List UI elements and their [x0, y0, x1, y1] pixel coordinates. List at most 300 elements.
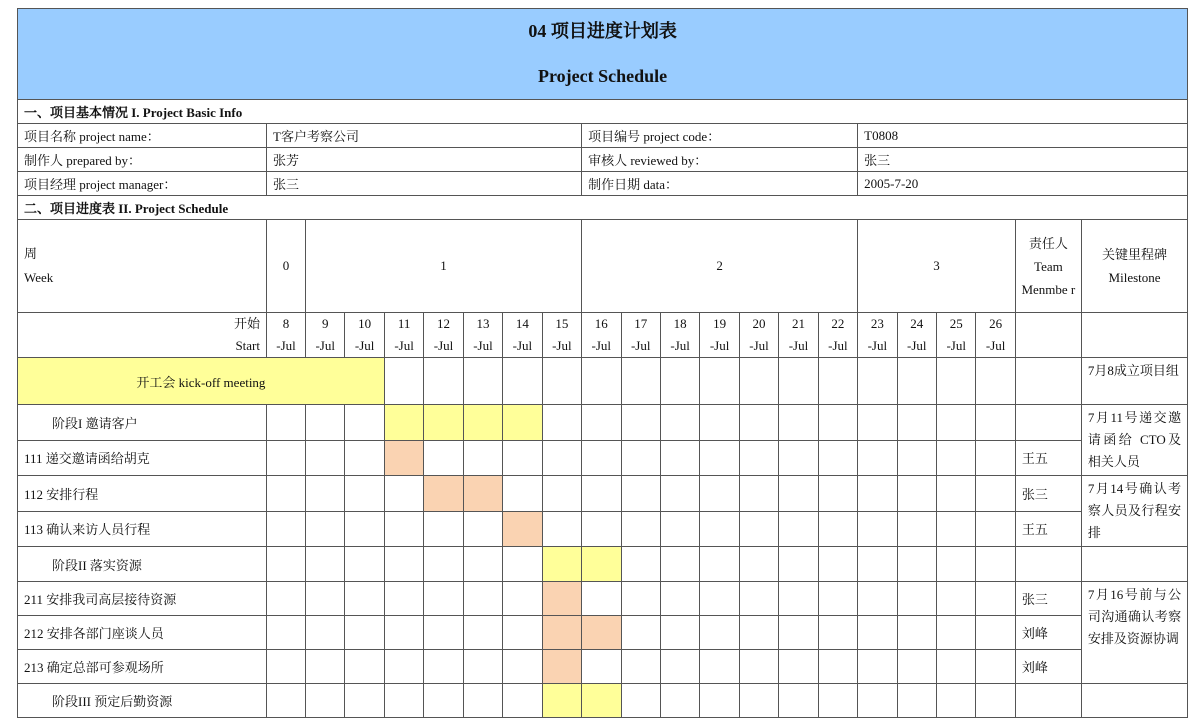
gantt-cell [818, 684, 857, 718]
gantt-cell [700, 358, 739, 405]
info-label: 项目名称 project name： [18, 124, 267, 148]
milestone: 7月16号前与公司沟通确认考察安排及资源协调 [1081, 582, 1187, 684]
day-number: 18 [673, 316, 687, 331]
date-cell [306, 313, 345, 358]
gantt-cell [779, 511, 818, 547]
date-row-ms-blank [1081, 313, 1187, 358]
month-suffix: -Jul [946, 338, 966, 353]
gantt-bar-cell [384, 440, 423, 476]
day-number: 25 [949, 316, 963, 331]
gantt-cell [976, 511, 1015, 547]
milestone [1081, 684, 1187, 718]
title-cn: 04 项目进度计划表 [528, 21, 677, 41]
gantt-cell [267, 476, 306, 512]
gantt-cell [739, 511, 778, 547]
gantt-cell [621, 684, 660, 718]
day-number: 17 [634, 316, 648, 331]
gantt-cell [976, 547, 1015, 582]
team-member: 王五 [1015, 511, 1081, 547]
gantt-cell [267, 440, 306, 476]
team-member [1015, 684, 1081, 718]
gantt-cell [503, 650, 542, 684]
month-suffix: -Jul [591, 338, 612, 353]
day-number: 20 [752, 316, 766, 331]
gantt-cell [306, 476, 345, 512]
info-value[interactable]: 张三 [267, 172, 582, 196]
gantt-cell [384, 511, 423, 547]
gantt-cell [976, 358, 1015, 405]
gantt-bar-cell [503, 405, 542, 441]
gantt-cell [267, 650, 306, 684]
section-schedule: 二、项目进度表 II. Project Schedule [18, 196, 1188, 220]
week-label [18, 220, 267, 313]
day-number: 21 [791, 316, 805, 331]
gantt-cell [345, 440, 384, 476]
month-suffix: -Jul [433, 338, 454, 353]
title-en: Project Schedule [538, 66, 668, 86]
gantt-cell [818, 511, 857, 547]
gantt-cell [621, 440, 660, 476]
gantt-cell [463, 511, 502, 547]
start-en: Start [235, 338, 260, 353]
gantt-cell [779, 405, 818, 441]
gantt-cell [621, 358, 660, 405]
gantt-cell [858, 547, 897, 582]
gantt-cell [463, 358, 502, 405]
task-row [18, 476, 1188, 512]
gantt-cell [897, 358, 936, 405]
start-label [18, 313, 267, 358]
gantt-bar-cell [424, 476, 463, 512]
month-suffix: -Jul [749, 338, 769, 353]
month-suffix: -Jul [788, 338, 809, 353]
gantt-cell [700, 582, 739, 616]
month-suffix: -Jul [512, 338, 533, 353]
gantt-cell [976, 440, 1015, 476]
date-cell [463, 313, 502, 358]
month-suffix: -Jul [354, 338, 375, 353]
info-row [18, 124, 1188, 148]
gantt-cell [384, 616, 423, 650]
gantt-cell [937, 511, 976, 547]
gantt-cell [424, 511, 463, 547]
month-suffix: -Jul [276, 338, 296, 353]
date-cell [779, 313, 818, 358]
gantt-cell [858, 405, 897, 441]
task-name[interactable]: 阶段III 预定后勤资源 [18, 684, 267, 718]
gantt-cell [503, 684, 542, 718]
gantt-cell [503, 358, 542, 405]
info-value[interactable]: 2005-7-20 [858, 172, 1188, 196]
task-name[interactable]: 开工会 kick-off meeting [18, 358, 385, 405]
info-value[interactable]: 张芳 [267, 148, 582, 172]
date-cell [937, 313, 976, 358]
gantt-cell [739, 405, 778, 441]
gantt-bar-cell [384, 405, 423, 441]
date-cell [503, 313, 542, 358]
info-label: 审核人 reviewed by： [582, 148, 858, 172]
month-suffix: -Jul [630, 338, 651, 353]
gantt-cell [739, 547, 778, 582]
gantt-cell [463, 582, 502, 616]
day-number: 9 [321, 316, 329, 331]
task-row [18, 511, 1188, 547]
gantt-cell [660, 582, 699, 616]
gantt-bar-cell [542, 616, 581, 650]
gantt-cell [700, 405, 739, 441]
team-member [1015, 405, 1081, 441]
gantt-cell [621, 616, 660, 650]
gantt-cell [818, 405, 857, 441]
gantt-cell [779, 684, 818, 718]
task-name[interactable]: 111 递交邀请函给胡克 [18, 440, 267, 476]
date-cell [424, 313, 463, 358]
date-cell [267, 313, 306, 358]
gantt-cell [542, 405, 581, 441]
gantt-cell [897, 476, 936, 512]
gantt-cell [976, 650, 1015, 684]
info-value[interactable]: T客户考察公司 [267, 124, 582, 148]
gantt-cell [897, 684, 936, 718]
task-name[interactable]: 113 确认来访人员行程 [18, 511, 267, 547]
gantt-cell [621, 650, 660, 684]
gantt-cell [779, 616, 818, 650]
milestone: 7月8成立项目组 [1081, 358, 1187, 405]
month-suffix: -Jul [709, 338, 730, 353]
month-suffix: -Jul [867, 338, 888, 353]
gantt-cell [424, 547, 463, 582]
gantt-cell [306, 582, 345, 616]
gantt-cell [384, 650, 423, 684]
info-row [18, 172, 1188, 196]
date-cell [621, 313, 660, 358]
gantt-bar-cell [463, 476, 502, 512]
schedule-sheet [17, 8, 1187, 718]
gantt-cell [424, 616, 463, 650]
gantt-cell [700, 476, 739, 512]
title-cell [18, 9, 1188, 100]
gantt-cell [582, 511, 621, 547]
gantt-cell [858, 358, 897, 405]
task-row [18, 684, 1188, 718]
gantt-cell [384, 358, 423, 405]
gantt-cell [267, 511, 306, 547]
gantt-cell [267, 684, 306, 718]
gantt-cell [858, 440, 897, 476]
gantt-cell [621, 511, 660, 547]
gantt-cell [858, 476, 897, 512]
gantt-cell [345, 476, 384, 512]
gantt-bar-cell [542, 547, 581, 582]
gantt-cell [976, 405, 1015, 441]
gantt-cell [660, 440, 699, 476]
gantt-cell [582, 440, 621, 476]
gantt-cell [463, 440, 502, 476]
gantt-cell [582, 650, 621, 684]
team-member: 刘峰 [1015, 650, 1081, 684]
gantt-cell [858, 616, 897, 650]
info-label: 项目经理 project manager： [18, 172, 267, 196]
gantt-cell [463, 684, 502, 718]
gantt-cell [897, 440, 936, 476]
gantt-cell [306, 511, 345, 547]
gantt-cell [503, 616, 542, 650]
gantt-cell [267, 547, 306, 582]
gantt-cell [503, 476, 542, 512]
gantt-bar-cell [582, 616, 621, 650]
task-row [18, 616, 1188, 650]
gantt-cell [897, 547, 936, 582]
gantt-cell [424, 440, 463, 476]
date-cell [818, 313, 857, 358]
gantt-cell [582, 582, 621, 616]
gantt-cell [937, 684, 976, 718]
gantt-cell [345, 616, 384, 650]
task-name[interactable]: 112 安排行程 [18, 476, 267, 512]
gantt-cell [779, 582, 818, 616]
gantt-cell [267, 582, 306, 616]
day-number: 19 [713, 316, 727, 331]
gantt-cell [345, 684, 384, 718]
gantt-cell [463, 616, 502, 650]
gantt-cell [345, 650, 384, 684]
gantt-cell [384, 684, 423, 718]
gantt-cell [818, 582, 857, 616]
task-row [18, 358, 1188, 405]
gantt-cell [267, 616, 306, 650]
month-suffix: -Jul [552, 338, 572, 353]
day-number: 16 [594, 316, 608, 331]
gantt-cell [424, 358, 463, 405]
month-suffix: -Jul [828, 338, 848, 353]
gantt-cell [739, 358, 778, 405]
gantt-cell [503, 547, 542, 582]
task-row [18, 440, 1188, 476]
gantt-cell [306, 405, 345, 441]
gantt-cell [897, 405, 936, 441]
gantt-cell [621, 547, 660, 582]
date-cell [660, 313, 699, 358]
gantt-cell [818, 650, 857, 684]
gantt-cell [937, 476, 976, 512]
month-suffix: -Jul [985, 338, 1006, 353]
day-number: 10 [358, 316, 372, 331]
team-member: 王五 [1015, 440, 1081, 476]
gantt-cell [621, 582, 660, 616]
task-name[interactable]: 阶段II 落实资源 [18, 547, 267, 582]
day-number: 23 [870, 316, 884, 331]
date-cell [858, 313, 897, 358]
gantt-cell [542, 440, 581, 476]
date-cell [976, 313, 1015, 358]
team-member [1015, 358, 1081, 405]
gantt-cell [306, 650, 345, 684]
date-cell [897, 313, 936, 358]
day-number: 26 [989, 316, 1003, 331]
month-suffix: -Jul [473, 338, 493, 353]
gantt-cell [897, 511, 936, 547]
day-number: 12 [437, 316, 451, 331]
gantt-cell [700, 684, 739, 718]
start-cn: 开始 [233, 316, 260, 331]
info-label: 制作日期 data： [582, 172, 858, 196]
gantt-cell [739, 616, 778, 650]
info-value[interactable]: 张三 [858, 148, 1188, 172]
gantt-cell [937, 547, 976, 582]
task-row [18, 405, 1188, 441]
gantt-cell [384, 476, 423, 512]
gantt-cell [345, 582, 384, 616]
gantt-bar-cell [503, 511, 542, 547]
day-number: 22 [831, 316, 845, 331]
info-row [18, 148, 1188, 172]
gantt-cell [739, 440, 778, 476]
gantt-cell [937, 405, 976, 441]
gantt-cell [858, 582, 897, 616]
gantt-cell [700, 616, 739, 650]
gantt-cell [858, 650, 897, 684]
week-3: 3 [858, 220, 1016, 313]
gantt-cell [976, 616, 1015, 650]
team-member [1015, 547, 1081, 582]
month-suffix: -Jul [315, 338, 335, 353]
gantt-cell [700, 440, 739, 476]
gantt-cell [345, 405, 384, 441]
task-row [18, 547, 1188, 582]
day-number: 13 [476, 316, 490, 331]
gantt-bar-cell [542, 582, 581, 616]
task-row [18, 650, 1188, 684]
gantt-bar-cell [542, 650, 581, 684]
gantt-cell [660, 684, 699, 718]
milestone-header: 关键里程碑 Milestone [1081, 220, 1187, 313]
gantt-cell [937, 616, 976, 650]
gantt-cell [937, 582, 976, 616]
week-0: 0 [267, 220, 306, 313]
gantt-cell [779, 650, 818, 684]
month-suffix: -Jul [907, 338, 927, 353]
gantt-cell [424, 582, 463, 616]
gantt-cell [700, 547, 739, 582]
gantt-cell [542, 476, 581, 512]
info-label: 项目编号 project code： [582, 124, 858, 148]
date-cell [739, 313, 778, 358]
team-member: 张三 [1015, 582, 1081, 616]
info-value[interactable]: T0808 [858, 124, 1188, 148]
gantt-cell [858, 511, 897, 547]
gantt-bar-cell [582, 547, 621, 582]
gantt-cell [897, 650, 936, 684]
date-cell [345, 313, 384, 358]
gantt-cell [818, 358, 857, 405]
week-2: 2 [582, 220, 858, 313]
gantt-cell [897, 582, 936, 616]
section-basic-info: 一、项目基本情况 I. Project Basic Info [18, 100, 1188, 124]
task-name[interactable]: 阶段I 邀请客户 [18, 405, 267, 441]
task-name[interactable]: 213 确定总部可参观场所 [18, 650, 267, 684]
gantt-cell [937, 440, 976, 476]
gantt-bar-cell [542, 684, 581, 718]
gantt-cell [306, 547, 345, 582]
gantt-cell [306, 684, 345, 718]
gantt-cell [779, 358, 818, 405]
date-row [18, 313, 1188, 358]
week-label-en: Week [24, 270, 54, 285]
milestone: 7月11号递交邀请函给 CTO及相关人员 [1081, 405, 1187, 476]
date-cell [542, 313, 581, 358]
gantt-cell [345, 511, 384, 547]
gantt-cell [542, 511, 581, 547]
date-cell [384, 313, 423, 358]
gantt-cell [621, 476, 660, 512]
gantt-cell [621, 405, 660, 441]
gantt-cell [660, 405, 699, 441]
gantt-cell [818, 616, 857, 650]
gantt-cell [660, 547, 699, 582]
info-label: 制作人 prepared by： [18, 148, 267, 172]
day-number: 11 [397, 316, 411, 331]
task-name[interactable]: 211 安排我司高层接待资源 [18, 582, 267, 616]
month-suffix: -Jul [394, 338, 414, 353]
gantt-cell [818, 440, 857, 476]
month-suffix: -Jul [670, 338, 690, 353]
gantt-cell [976, 476, 1015, 512]
milestone: 7月14号确认考察人员及行程安排 [1081, 476, 1187, 547]
gantt-cell [897, 616, 936, 650]
gantt-cell [660, 358, 699, 405]
date-cell [582, 313, 621, 358]
gantt-cell [306, 440, 345, 476]
gantt-cell [739, 684, 778, 718]
gantt-cell [542, 358, 581, 405]
week-row [18, 220, 1188, 313]
gantt-cell [937, 358, 976, 405]
gantt-cell [858, 684, 897, 718]
team-member: 刘峰 [1015, 616, 1081, 650]
day-number: 24 [910, 316, 924, 331]
week-1: 1 [306, 220, 582, 313]
gantt-cell [976, 684, 1015, 718]
gantt-cell [700, 650, 739, 684]
gantt-cell [700, 511, 739, 547]
date-cell [700, 313, 739, 358]
week-label-cn: 周 [24, 246, 38, 261]
gantt-cell [384, 547, 423, 582]
gantt-cell [818, 547, 857, 582]
gantt-cell [660, 650, 699, 684]
gantt-cell [463, 650, 502, 684]
gantt-cell [779, 440, 818, 476]
gantt-cell [937, 650, 976, 684]
team-header: 责任人 Team Menmbe r [1015, 220, 1081, 313]
day-number: 15 [555, 316, 569, 331]
gantt-cell [503, 440, 542, 476]
gantt-cell [306, 616, 345, 650]
day-number: 8 [282, 316, 290, 331]
task-name[interactable]: 212 安排各部门座谈人员 [18, 616, 267, 650]
milestone [1081, 547, 1187, 582]
date-row-team-blank [1015, 313, 1081, 358]
gantt-bar-cell [582, 684, 621, 718]
gantt-cell [660, 616, 699, 650]
gantt-cell [739, 476, 778, 512]
gantt-cell [384, 582, 423, 616]
gantt-cell [503, 582, 542, 616]
gantt-cell [424, 684, 463, 718]
task-row [18, 582, 1188, 616]
gantt-cell [660, 476, 699, 512]
gantt-cell [739, 582, 778, 616]
